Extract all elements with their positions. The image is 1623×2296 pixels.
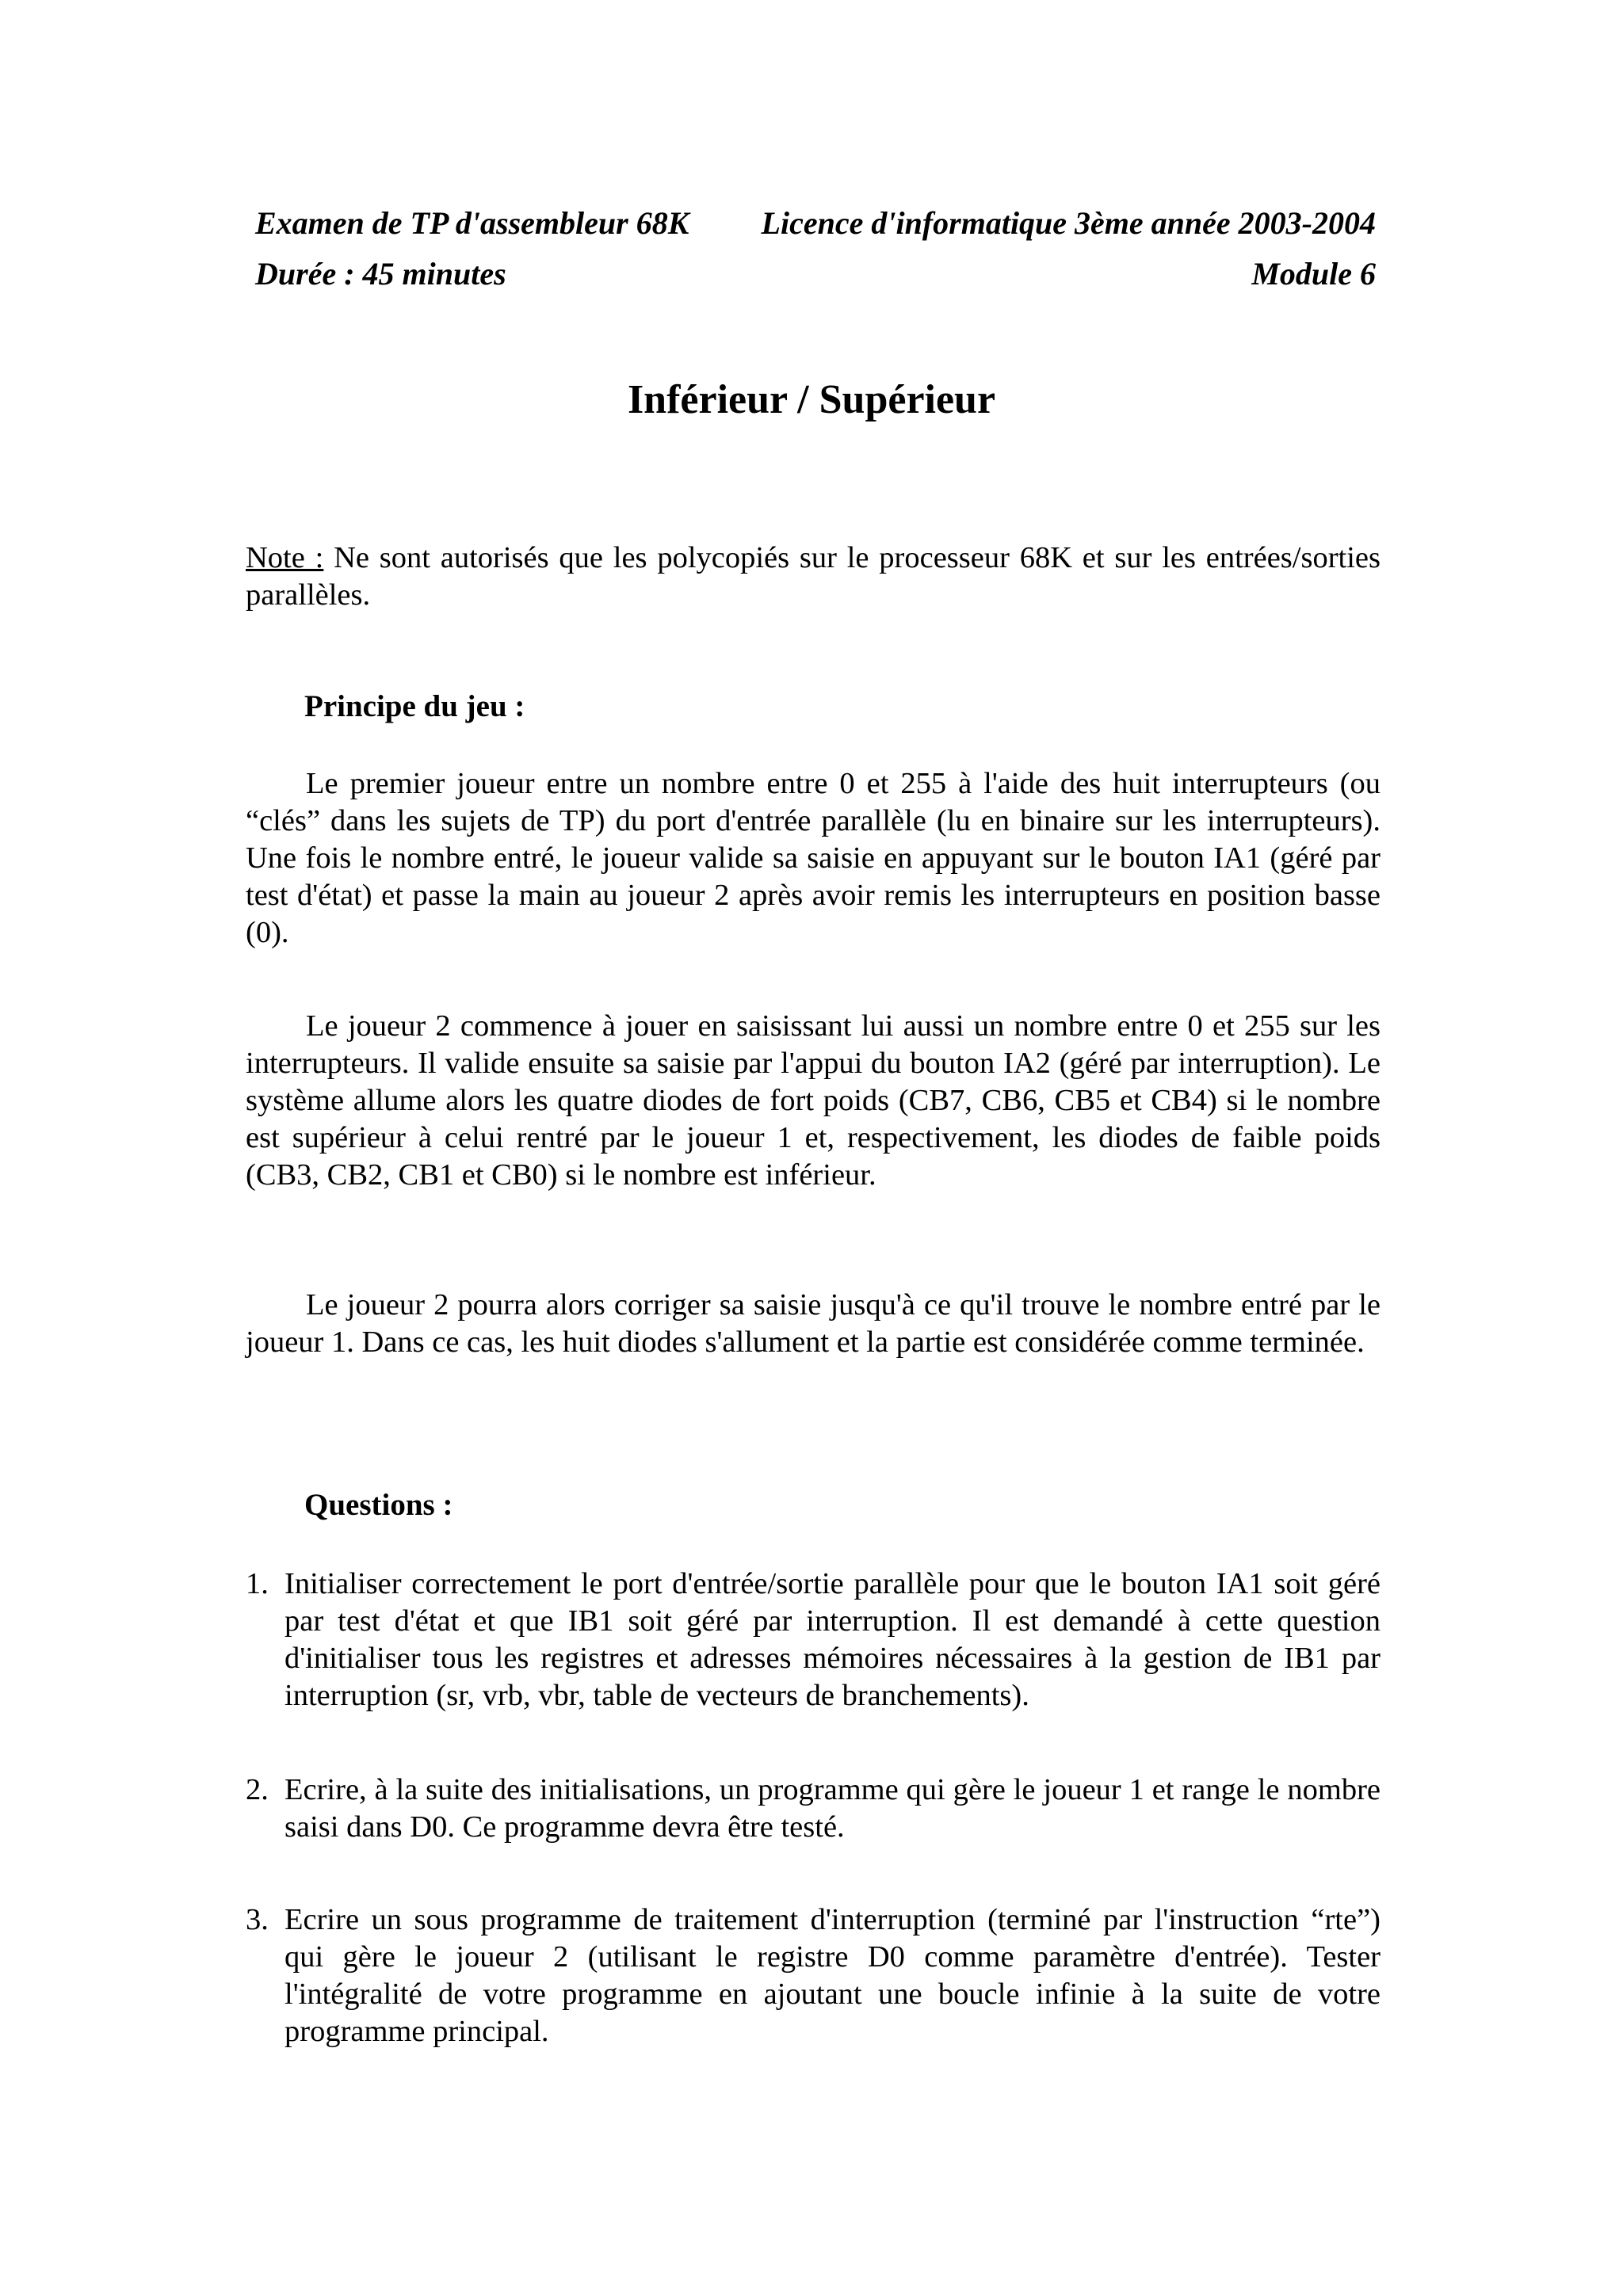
note-label: Note : bbox=[246, 541, 324, 574]
question-number: 2. bbox=[246, 1773, 269, 1806]
question-number: 1. bbox=[246, 1567, 269, 1600]
exam-module: Module 6 bbox=[1251, 256, 1376, 292]
question-text: Ecrire un sous programme de traitement d'interruption (terminé par l'instruction “rte”) qui gère le joueur 2 (utilisant le registre D0 comme paramètre d'entrée). Tester l'intégralité de votre programme en ajoutant une boucle infinie à la suite de votre programme principal. bbox=[285, 1903, 1381, 2048]
principe-paragraph-2: Le joueur 2 commence à jouer en saisissant lui aussi un nombre entre 0 et 255 sur les interrupteurs. Il valide ensuite sa saisie par l'appui du bouton IA2 (géré par interruption). Le système allume alors les quatre diodes de fort poids (CB7, CB6, CB5 et CB4) si le nombre est supérieur à celui rentré par le joueur 1 et, respectivement, les diodes de faible poids (CB3, CB2, CB1 et CB0) si le nombre est inférieur. bbox=[246, 1009, 1381, 1192]
questions-heading: Questions : bbox=[304, 1488, 453, 1522]
principe-heading: Principe du jeu : bbox=[304, 689, 525, 723]
question-text: Ecrire, à la suite des initialisations, un programme qui gère le joueur 1 et range le nombre saisi dans D0. Ce programme devra être testé. bbox=[285, 1773, 1381, 1844]
question-item-3 bbox=[246, 1901, 1381, 2050]
question-text: Initialiser correctement le port d'entrée/sortie parallèle pour que le bouton IA1 soit géré par test d'état et que IB1 soit géré par interruption. Il est demandé à cette question d'initialiser tous les registres et adresses mémoires nécessaires à la gestion de IB1 par interruption (sr, vrb, vbr, table de vecteurs de branchements). bbox=[285, 1567, 1381, 1712]
page-title: Inférieur / Supérieur bbox=[627, 377, 996, 422]
question-item-1 bbox=[246, 1566, 1381, 1714]
exam-course: Examen de TP d'assembleur 68K bbox=[255, 205, 689, 241]
header-line-2 bbox=[255, 254, 1376, 295]
note-paragraph bbox=[246, 540, 1381, 614]
principe-paragraph-3: Le joueur 2 pourra alors corriger sa saisie jusqu'à ce qu'il trouve le nombre entré par le joueur 1. Dans ce cas, les huit diodes s'allument et la partie est considérée comme terminée. bbox=[246, 1288, 1381, 1359]
question-item-2 bbox=[246, 1772, 1381, 1846]
exam-program: Licence d'informatique 3ème année 2003-2004 bbox=[761, 205, 1376, 241]
note-text: Ne sont autorisés que les polycopiés sur le processeur 68K et sur les entrées/sorties parallèles. bbox=[246, 541, 1381, 612]
header-line-1 bbox=[255, 203, 1376, 244]
question-number: 3. bbox=[246, 1903, 269, 1936]
principe-paragraph-1: Le premier joueur entre un nombre entre 0 et 255 à l'aide des huit interrupteurs (ou “clés” dans les sujets de TP) du port d'entrée parallèle (lu en binaire sur les interrupteurs). Une fois le nombre entré, le joueur valide sa saisie en appuyant sur le bouton IA1 (géré par test d'état) et passe la main au joueur 2 après avoir remis les interrupteurs en position basse (0). bbox=[246, 767, 1381, 949]
exam-header bbox=[255, 203, 1376, 295]
exam-duration: Durée : 45 minutes bbox=[255, 256, 506, 292]
